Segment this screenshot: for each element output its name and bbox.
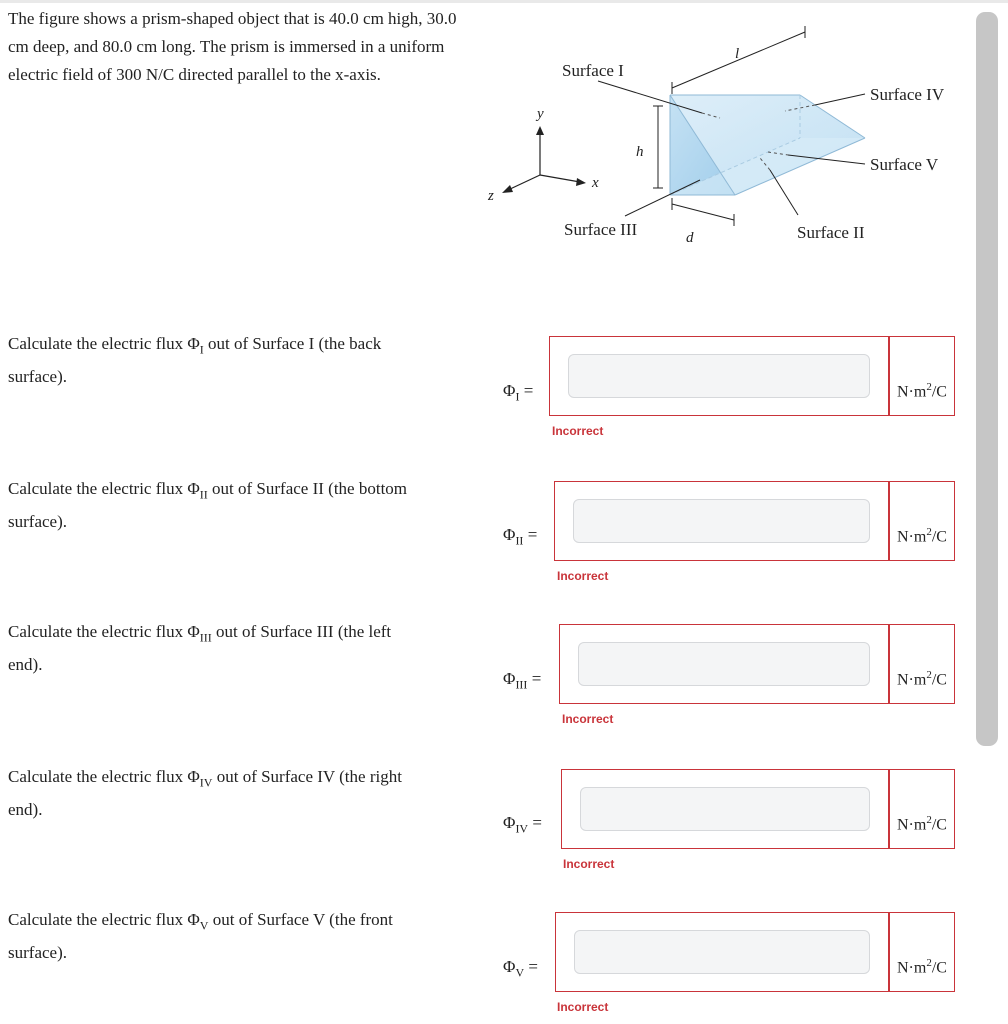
unit-box-4 bbox=[889, 769, 955, 849]
unit-label-1: $N\cdot m^2/C$ bbox=[897, 381, 947, 401]
phi-3-label: $\Phi_{III}$ = bbox=[503, 669, 542, 692]
axis-y-label: y bbox=[537, 106, 544, 122]
question-5-prompt: Calculate the electric flux $\Phi_V$ out of Surface V (the front surface). bbox=[8, 910, 393, 963]
status-incorrect-4: Incorrect bbox=[563, 857, 615, 871]
unit-label-5: $N\cdot m^2/C$ bbox=[897, 957, 947, 977]
flux-5-input[interactable] bbox=[574, 930, 870, 974]
answer-box-2 bbox=[554, 481, 889, 561]
surface-1-label: Surface I bbox=[562, 61, 624, 80]
status-incorrect-3: Incorrect bbox=[562, 712, 614, 726]
scrollbar-thumb[interactable] bbox=[976, 12, 998, 746]
phi-1-label: $\Phi_I$ = bbox=[503, 381, 534, 404]
flux-4-input[interactable] bbox=[580, 787, 870, 831]
prism-diagram bbox=[480, 20, 980, 260]
status-incorrect-5: Incorrect bbox=[557, 1000, 609, 1014]
flux-3-input[interactable] bbox=[578, 642, 870, 686]
unit-box-2 bbox=[889, 481, 955, 561]
phi-2-label: $\Phi_{II}$ = bbox=[503, 525, 538, 548]
unit-label-2: $N\cdot m^2/C$ bbox=[897, 526, 947, 546]
answer-box-5 bbox=[555, 912, 889, 992]
axes bbox=[487, 106, 599, 204]
problem-statement: The figure shows a prism-shaped object that is 40.0 cm high, 30.0 cm deep, and 80.0 cm long. The prism is immersed in a uniform electric field of 300 N/C directed parallel to the x-axis. bbox=[8, 9, 457, 84]
unit-box-5 bbox=[889, 912, 955, 992]
surface-4-label: Surface IV bbox=[870, 85, 945, 104]
flux-1-input[interactable] bbox=[568, 354, 870, 398]
phi-5-label: $\Phi_V$ = bbox=[503, 957, 538, 980]
unit-box-1 bbox=[889, 336, 955, 416]
surface-2-label: Surface II bbox=[797, 223, 865, 242]
status-incorrect-1: Incorrect bbox=[552, 424, 604, 438]
question-1-prompt: Calculate the electric flux $\Phi_I$ out of Surface I (the back surface). bbox=[8, 334, 382, 387]
length-label: l bbox=[735, 46, 740, 62]
answer-box-3 bbox=[559, 624, 889, 704]
question-2-prompt: Calculate the electric flux $\Phi_{II}$ out of Surface II (the bottom surface). bbox=[8, 479, 408, 532]
unit-label-4: $N\cdot m^2/C$ bbox=[897, 814, 947, 834]
surface-5-label: Surface V bbox=[870, 155, 939, 174]
flux-2-input[interactable] bbox=[573, 499, 870, 543]
prism-figure bbox=[480, 20, 980, 260]
depth-label: d bbox=[686, 230, 694, 246]
axis-z-label: z bbox=[488, 188, 494, 204]
question-4-prompt: Calculate the electric flux $\Phi_{IV}$ out of Surface IV (the right end). bbox=[8, 767, 402, 820]
unit-box-3 bbox=[889, 624, 955, 704]
question-3-prompt: Calculate the electric flux $\Phi_{III}$ out of Surface III (the left end). bbox=[8, 622, 392, 675]
answer-box-4 bbox=[561, 769, 889, 849]
status-incorrect-2: Incorrect bbox=[557, 569, 609, 583]
answer-box-1 bbox=[549, 336, 889, 416]
axis-x-label: x bbox=[592, 175, 599, 191]
height-label: h bbox=[636, 144, 644, 160]
phi-4-label: $\Phi_{IV}$ = bbox=[503, 813, 542, 836]
top-divider bbox=[0, 0, 1008, 3]
surface-3-label: Surface III bbox=[564, 220, 638, 239]
unit-label-3: $N\cdot m^2/C$ bbox=[897, 669, 947, 689]
